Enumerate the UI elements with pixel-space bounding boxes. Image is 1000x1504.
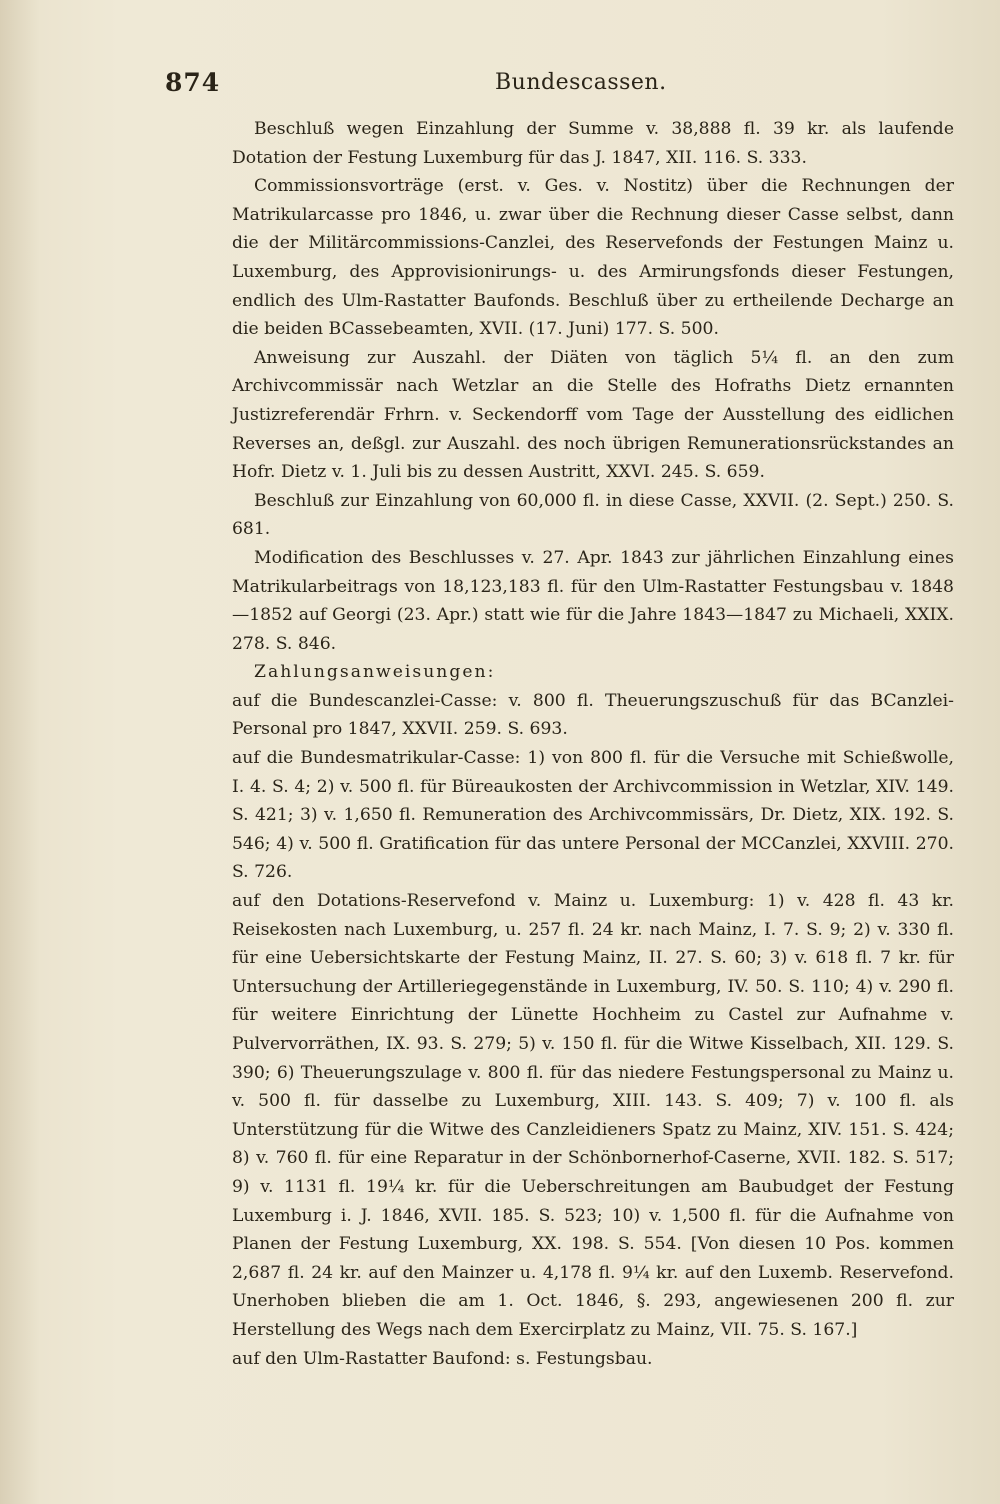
page-number: 874 (165, 68, 221, 97)
page-header (165, 68, 955, 108)
list-item: auf den Ulm-Rastatter Baufond: s. Festungsbau. (232, 1348, 653, 1369)
list-item: auf die Bundesmatrikular-Casse: 1) von 800 fl. für die Versuche mit Schießwolle, I. 4. S. 4; 2) v. 500 fl. für Büreaukosten der Archivcommission in Wetzlar, XIV. 149. S. 421; 3) v. 1,650 fl. Remuneration des Archivcommissärs, Dr. Dietz, XIX. 192. S. 546; 4) v. 500 fl. Gratification für das untere Personal der MCCanzlei, XXVIII. 270. S. 726. (232, 748, 954, 883)
paragraph: Commissionsvorträge (erst. v. Ges. v. Nostitz) über die Rechnungen der Matrikularcasse pro 1846, u. zwar über die Rechnung dieser Casse selbst, dann die der Militärcommissions-Canzlei, des Reservefonds der Festungen Mainz u. Luxemburg, des Approvisionirungs- u. des Armirungsfonds dieser Festungen, endlich des Ulm-Rastatter Baufonds. Beschluß über zu ertheilende Decharge an die beiden BCassebeamten, XVII. (17. Juni) 177. S. 500. (232, 176, 954, 340)
paragraph: Anweisung zur Auszahl. der Diäten von täglich 5¼ fl. an den zum Archivcommissär nach Wetzlar an die Stelle des Hofraths Dietz ernannten Justizreferendär Frhrn. v. Seckendorff vom Tage der Ausstellung des eidlichen Reverses an, deßgl. zur Auszahl. des noch übrigen Remunerationsrückstandes an Hofr. Dietz v. 1. Juli bis zu dessen Austritt, XXVI. 245. S. 659. (232, 347, 954, 483)
section-heading: Zahlungsanweisungen: (254, 662, 496, 683)
paragraph: Modification des Beschlusses v. 27. Apr. 1843 zur jährlichen Einzahlung eines Matrikularbeitrags von 18,123,183 fl. für den Ulm-Rastatter Festungsbau v. 1848—1852 auf Georgi (23. Apr.) statt wie für die Jahre 1843—1847 zu Michaeli, XXIX. 278. S. 846. (232, 547, 954, 654)
list-item: auf die Bundescanzlei-Casse: v. 800 fl. Theuerungszuschuß für das BCanzlei-Personal pro 1847, XXVII. 259. S. 693. (232, 690, 954, 740)
paragraph: Beschluß wegen Einzahlung der Summe v. 38,888 fl. 39 kr. als laufende Dotation der Festung Luxemburg für das J. 1847, XII. 116. S. 333. (232, 119, 954, 168)
running-head: Bundescassen. (495, 70, 667, 95)
page-body (232, 115, 954, 1373)
paragraph: Beschluß zur Einzahlung von 60,000 fl. in diese Casse, XXVII. (2. Sept.) 250. S. 681. (232, 490, 954, 540)
list-item: auf den Dotations-Reservefond v. Mainz u. Luxemburg: 1) v. 428 fl. 43 kr. Reisekosten nach Luxemburg, u. 257 fl. 24 kr. nach Mainz, I. 7. S. 9; 2) v. 330 fl. für eine Uebersichtskarte der Festung Mainz, II. 27. S. 60; 3) v. 618 fl. 7 kr. für Untersuchung der Artilleriegegenstände in Luxemburg, IV. 50. S. 110; 4) v. 290 fl. für weitere Einrichtung der Lünette Hochheim zu Castel zur Aufnahme v. Pulvervorräthen, IX. 93. S. 279; 5) v. 150 fl. für die Witwe Kisselbach, XII. 129. S. 390; 6) Theuerungszulage v. 800 fl. für das niedere Festungspersonal zu Mainz u. v. 500 fl. für dasselbe zu Luxemburg, XIII. 143. S. 409; 7) v. 100 fl. als Unterstützung für die Witwe des Canzleidieners Spatz zu Mainz, XIV. 151. S. 424; 8) v. 760 fl. für eine Reparatur in der Schönbornerhof-Caserne, XVII. 182. S. 517; 9) v. 1131 fl. 19¼ kr. für die Ueberschreitungen am Baubudget der Festung Luxemburg i. J. 1846, XVII. 185. S. 523; 10) v. 1,500 fl. für die Aufnahme von Planen der Festung Luxemburg, XX. 198. S. 554. [Von diesen 10 Pos. kommen 2,687 fl. 24 kr. auf den Mainzer u. 4,178 fl. 9¼ kr. auf den Luxemb. Reservefond. Unerhoben blieben die am 1. Oct. 1846, §. 293, angewiesenen 200 fl. zur Herstellung des Wegs nach dem Exercirplatz zu Mainz, VII. 75. S. 167.] (232, 891, 954, 1340)
